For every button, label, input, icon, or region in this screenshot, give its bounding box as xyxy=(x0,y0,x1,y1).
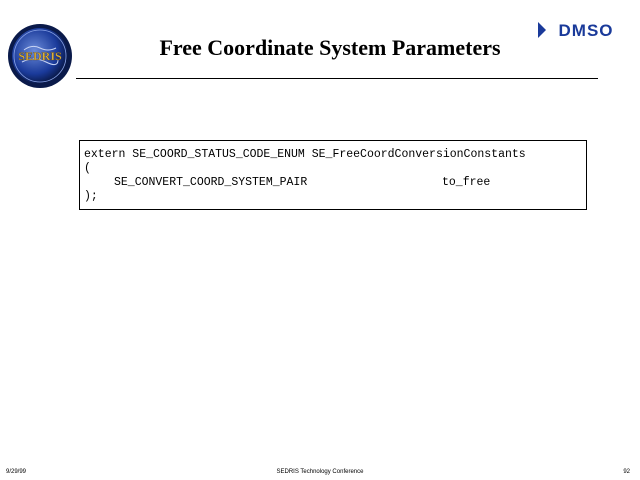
footer-date: 9/29/99 xyxy=(6,469,27,475)
footer-conference: SEDRIS Technology Conference xyxy=(276,469,364,475)
title-divider xyxy=(76,78,598,79)
code-line-open-paren: ( xyxy=(84,162,91,175)
parameter-name: to_free xyxy=(442,176,491,189)
page-title: Free Coordinate System Parameters xyxy=(159,35,501,60)
code-block xyxy=(79,140,587,210)
code-line-declaration: extern SE_COORD_STATUS_CODE_ENUM SE_FreeCoordConversionConstants xyxy=(84,148,526,161)
sedris-logo xyxy=(6,22,74,90)
code-line-close-paren: ); xyxy=(84,190,98,203)
code-line-parameter xyxy=(84,176,582,190)
dmso-logo xyxy=(538,20,624,40)
footer-page-number: 92 xyxy=(623,469,630,475)
dmso-logo-text: DMSO xyxy=(558,21,614,40)
sedris-logo-text: SEDRIS xyxy=(18,49,62,63)
parameter-type: SE_CONVERT_COORD_SYSTEM_PAIR xyxy=(114,176,308,189)
